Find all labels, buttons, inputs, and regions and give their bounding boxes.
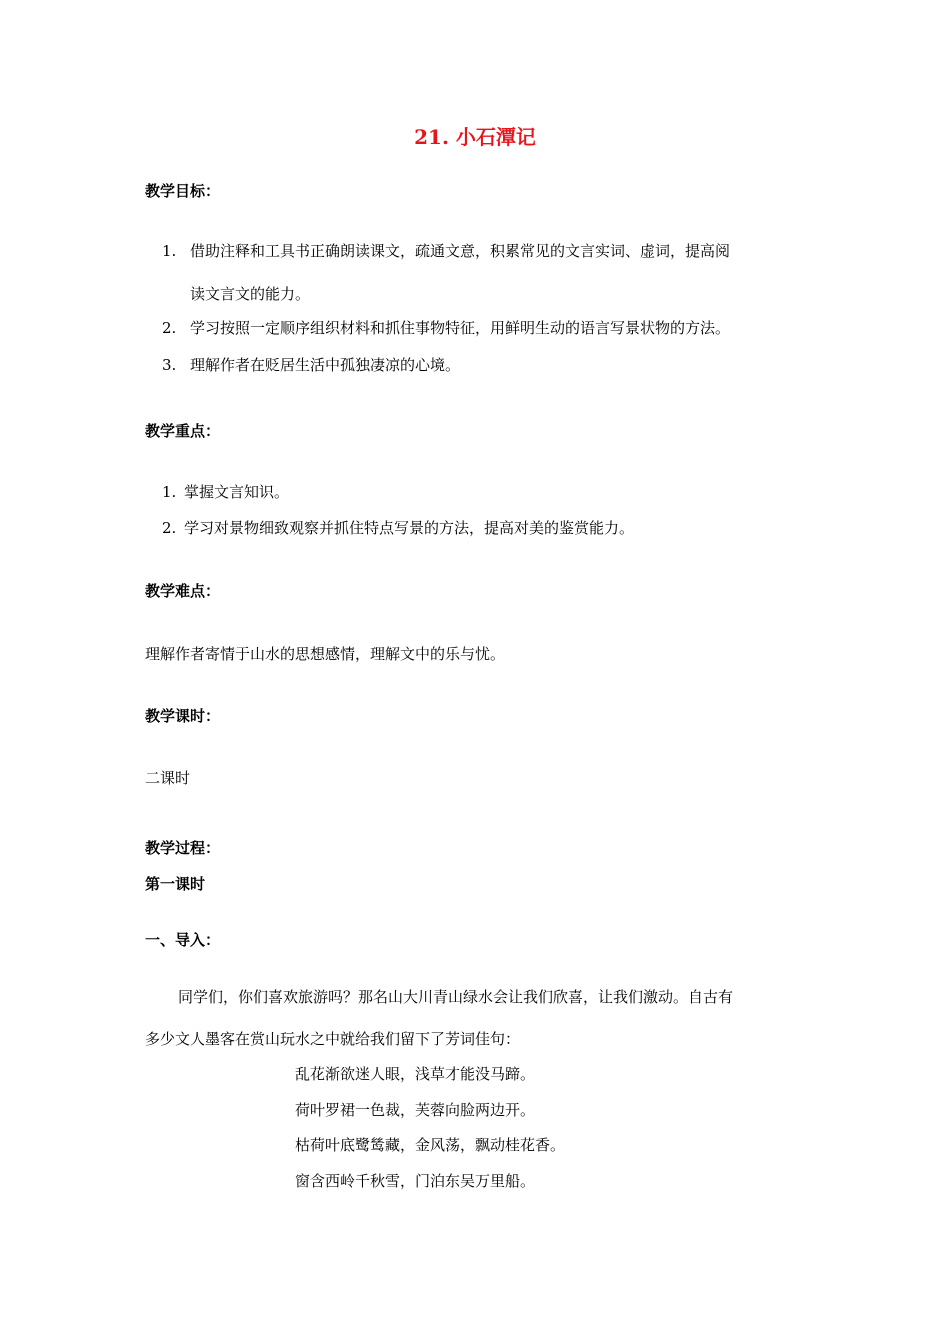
key-point-item-2 xyxy=(162,518,634,538)
key-point-item-1-text: 掌握文言知识。 xyxy=(184,483,290,501)
poem-line-3: 枯荷叶底鹭鸶藏，金风荡，飘动桂花香。 xyxy=(295,1136,566,1154)
introduction-paragraph-line-1: 同学们，你们喜欢旅游吗？那名山大川青山绿水会让我们欣喜，让我们激动。自古有 xyxy=(178,988,734,1006)
objective-item-3-text: 理解作者在贬居生活中孤独凄凉的心境。 xyxy=(190,356,461,374)
class-hours-heading: 教学课时： xyxy=(145,707,221,725)
difficulties-heading: 教学难点： xyxy=(145,582,221,600)
introduction-paragraph-line-2: 多少文人墨客在赏山玩水之中就给我们留下了芳词佳句： xyxy=(145,1030,521,1048)
process-heading: 教学过程： xyxy=(145,839,221,857)
objective-item-1-text: 借助注释和工具书正确朗读课文，疏通文意，积累常见的文言实词、虚词，提高阅 xyxy=(190,242,731,260)
objective-item-2 xyxy=(162,318,730,338)
document-title: 21. 小石潭记 xyxy=(414,125,536,149)
objective-item-2-number: 2. xyxy=(162,319,177,337)
objective-item-3-number: 3. xyxy=(162,356,177,374)
objective-item-1-number: 1. xyxy=(162,242,177,260)
poem-line-1: 乱花渐欲迷人眼，浅草才能没马蹄。 xyxy=(295,1065,536,1083)
objective-item-2-text: 学习按照一定顺序组织材料和抓住事物特征，用鲜明生动的语言写景状物的方法。 xyxy=(190,319,731,337)
lesson-heading: 第一课时 xyxy=(145,875,206,893)
key-point-item-2-text: 学习对景物细致观察并抓住特点写景的方法，提高对美的鉴赏能力。 xyxy=(184,519,635,537)
class-hours-text: 二课时 xyxy=(145,769,191,787)
difficulties-text: 理解作者寄情于山水的思想感情，理解文中的乐与忧。 xyxy=(145,645,506,663)
objective-item-1 xyxy=(162,241,730,261)
objective-item-3 xyxy=(162,355,460,375)
key-point-item-2-number: 2. xyxy=(162,519,177,537)
key-points-heading: 教学重点： xyxy=(145,422,221,440)
objective-item-1-continued: 读文言文的能力。 xyxy=(190,285,311,303)
poem-line-4: 窗含西岭千秋雪，门泊东吴万里船。 xyxy=(295,1172,536,1190)
key-point-item-1-number: 1. xyxy=(162,483,177,501)
objectives-heading: 教学目标： xyxy=(145,182,221,200)
introduction-heading: 一、导入： xyxy=(145,931,221,949)
key-point-item-1 xyxy=(162,482,289,502)
poem-line-2: 荷叶罗裙一色裁，芙蓉向脸两边开。 xyxy=(295,1101,536,1119)
